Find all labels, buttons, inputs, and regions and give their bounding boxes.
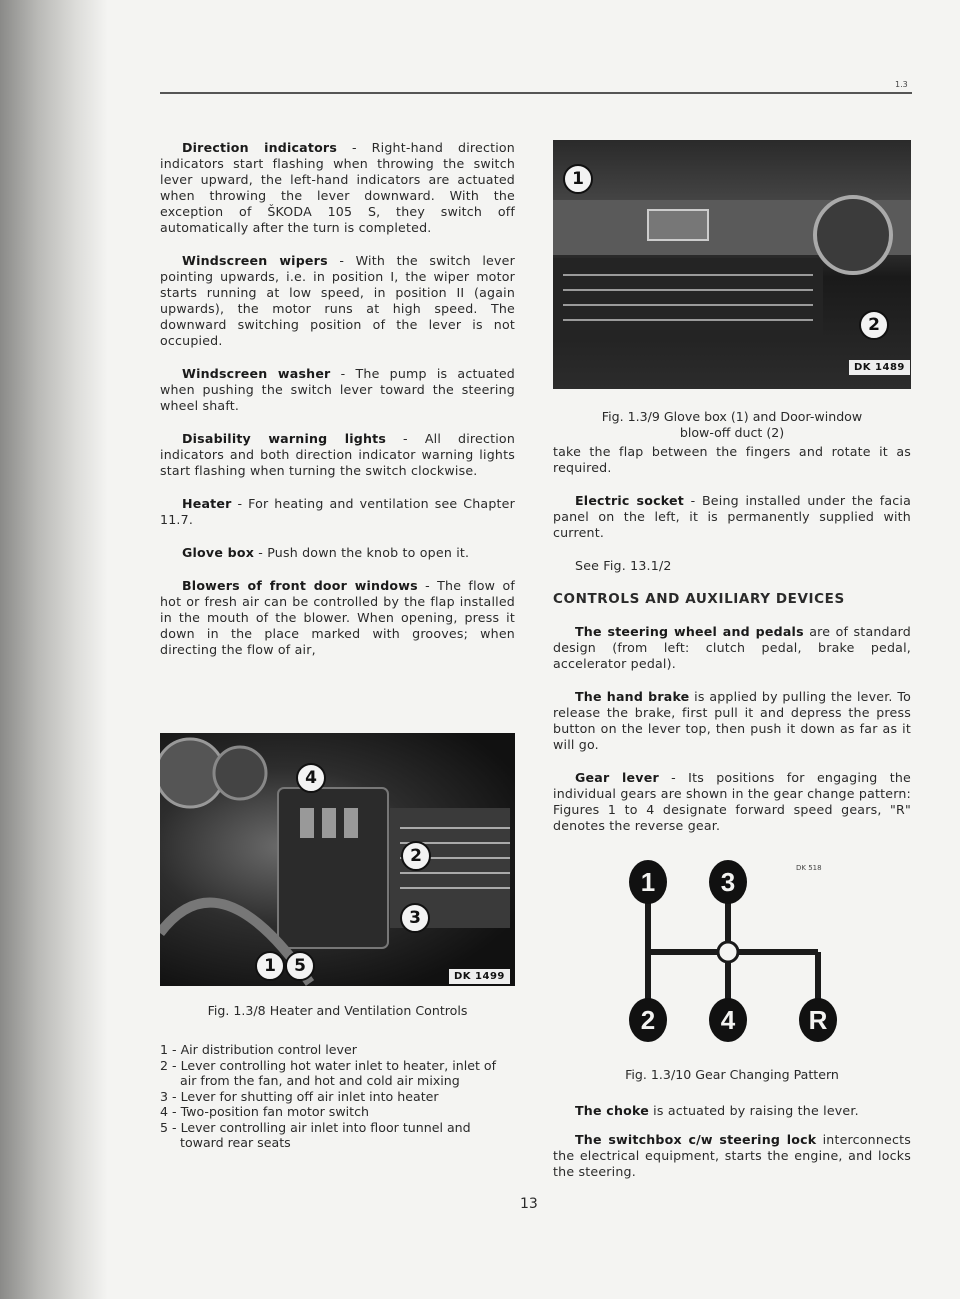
marker-5: 5 bbox=[285, 951, 315, 981]
sep: - bbox=[327, 253, 356, 268]
figure-8-caption: Fig. 1.3/8 Heater and Ventilation Controls bbox=[207, 1003, 468, 1018]
marker-2: 2 bbox=[859, 310, 889, 340]
sep: - bbox=[330, 366, 356, 381]
diagram-tag: DK 518 bbox=[796, 864, 822, 872]
marker-3: 3 bbox=[400, 903, 430, 933]
text: The flow of hot or fresh air can be controlled by the flap installed in the mouth of the blower. When opening, press it down in the place marked with grooves; when directing the flow of air, bbox=[160, 578, 515, 657]
glove-box-photo bbox=[553, 140, 911, 389]
right-column bbox=[553, 444, 911, 851]
paragraph-choke bbox=[553, 1103, 911, 1119]
term: The switchbox c/w steering lock bbox=[575, 1132, 817, 1147]
text: For heating and ventilation see Chapter 11.7. bbox=[160, 496, 515, 527]
term: The choke bbox=[575, 1103, 649, 1118]
sep: - bbox=[417, 578, 438, 593]
photo-tag: DK 1499 bbox=[449, 969, 510, 984]
left-column bbox=[160, 140, 515, 675]
section-heading: CONTROLS AND AUXILIARY DEVICES bbox=[553, 591, 845, 607]
figure-9-caption bbox=[553, 409, 911, 441]
term: The hand brake bbox=[575, 689, 690, 704]
figure-8-legend bbox=[160, 1042, 515, 1151]
term: Heater bbox=[182, 496, 232, 511]
section-number: 1.3 bbox=[895, 80, 908, 89]
text: See Fig. 13.1/2 bbox=[575, 558, 672, 573]
term: Windscreen washer bbox=[182, 366, 331, 381]
paragraph-heater bbox=[160, 496, 515, 528]
text: All direction indicators and both direction indicator warning lights start flashing when turning the switch clockwise. bbox=[160, 431, 516, 478]
paragraph-windscreen-washer bbox=[160, 366, 515, 414]
text: interconnects the electrical equipment, starts the engine, and locks the steering. bbox=[553, 1132, 912, 1179]
sep: - bbox=[254, 545, 268, 560]
marker-2: 2 bbox=[401, 841, 431, 871]
gear-reverse-label: R bbox=[808, 1005, 828, 1035]
gear-4-label: 4 bbox=[720, 1005, 736, 1035]
term: Direction indicators bbox=[182, 140, 338, 155]
right-column-bottom bbox=[553, 1103, 911, 1197]
gear-2-label: 2 bbox=[640, 1005, 656, 1035]
marker-1: 1 bbox=[255, 951, 285, 981]
binding-shadow bbox=[0, 0, 108, 1299]
gear-pattern-diagram bbox=[618, 852, 848, 1050]
term: Blowers of front door windows bbox=[182, 578, 418, 593]
sep: - bbox=[386, 431, 425, 446]
text: With the switch lever pointing upwards, i.e. in position I, the wiper motor starts running at low speed, in position II (again upwards), the motor runs at high speed. The downward switching position of the lever is not occupied. bbox=[160, 253, 515, 348]
legend-item: 3 - Lever for shutting off air inlet into heater bbox=[160, 1088, 439, 1104]
legend-item: 4 - Two-position fan motor switch bbox=[160, 1104, 369, 1119]
caption-line: blow-off duct (2) bbox=[679, 425, 785, 440]
paragraph-gear-lever bbox=[553, 770, 911, 834]
text: Push down the knob to open it. bbox=[267, 545, 470, 560]
continuation-paragraph: take the flap between the fingers and rotate it as required. bbox=[553, 444, 911, 475]
term: The steering wheel and pedals bbox=[575, 624, 804, 639]
facia-illustration bbox=[553, 140, 911, 389]
term: Disability warning lights bbox=[182, 431, 387, 446]
term: Gear lever bbox=[575, 770, 659, 785]
text: are of standard design (from left: clutch pedal, brake pedal, accelerator pedal). bbox=[553, 624, 912, 671]
text: is actuated by raising the lever. bbox=[648, 1103, 859, 1118]
term: Glove box bbox=[182, 545, 255, 560]
sep: - bbox=[231, 496, 249, 511]
heater-controls-photo bbox=[160, 733, 515, 986]
marker-1: 1 bbox=[563, 164, 593, 194]
legend-item: 5 - Lever controlling air inlet into floor tunnel and toward rear seats bbox=[160, 1119, 471, 1150]
gear-1-label: 1 bbox=[640, 867, 656, 897]
paragraph-electric-socket bbox=[553, 493, 911, 541]
text: Right-hand direction indicators start flashing when throwing the switch lever upward, the left-hand indicators are actuated when throwing the lever downward. With the exception of ŠKODA 105 S, they switch off automatically after the turn is completed. bbox=[160, 140, 515, 235]
text: Its positions for engaging the individual gears are shown in the gear change pattern: Figures 1 to 4 designate forward speed gears, "R" denotes the reverse gear. bbox=[553, 770, 911, 833]
paragraph-blowers bbox=[160, 578, 515, 658]
gear-pattern-svg bbox=[618, 852, 848, 1050]
legend-item: 1 - Air distribution control lever bbox=[160, 1042, 357, 1057]
text: The pump is actuated when pushing the switch lever toward the steering wheel shaft. bbox=[160, 366, 515, 413]
paragraph-glove-box bbox=[160, 545, 515, 561]
page-number: 13 bbox=[520, 1196, 538, 1212]
sep: - bbox=[337, 140, 372, 155]
figure-10-caption: Fig. 1.3/10 Gear Changing Pattern bbox=[625, 1067, 839, 1082]
paragraph-disability-warning bbox=[160, 431, 515, 479]
term: Electric socket bbox=[575, 493, 684, 508]
header-rule bbox=[160, 92, 912, 94]
term: Windscreen wipers bbox=[182, 253, 328, 268]
dashboard-illustration bbox=[160, 733, 515, 986]
text: Being installed under the facia panel on the left, it is permanently supplied with current. bbox=[553, 493, 912, 540]
sep: - bbox=[683, 493, 702, 508]
gear-3-label: 3 bbox=[720, 867, 736, 897]
paragraph-direction-indicators bbox=[160, 140, 515, 236]
paragraph-switchbox bbox=[553, 1132, 911, 1180]
legend-item: 2 - Lever controlling hot water inlet to heater, inlet of air from the fan, and hot and cold air mixing bbox=[160, 1057, 497, 1088]
marker-4: 4 bbox=[296, 763, 326, 793]
sep: - bbox=[658, 770, 689, 785]
photo-tag: DK 1489 bbox=[849, 360, 910, 375]
paragraph-windscreen-wipers bbox=[160, 253, 515, 349]
caption-line: Fig. 1.3/9 Glove box (1) and Door-window bbox=[601, 409, 863, 424]
text: is applied by pulling the lever. To release the brake, first pull it and depress the press button on the lever top, then push it down as far as it will go. bbox=[553, 689, 911, 752]
paragraph-steering bbox=[553, 624, 911, 672]
see-figure-reference bbox=[553, 558, 911, 574]
paragraph-hand-brake bbox=[553, 689, 911, 753]
